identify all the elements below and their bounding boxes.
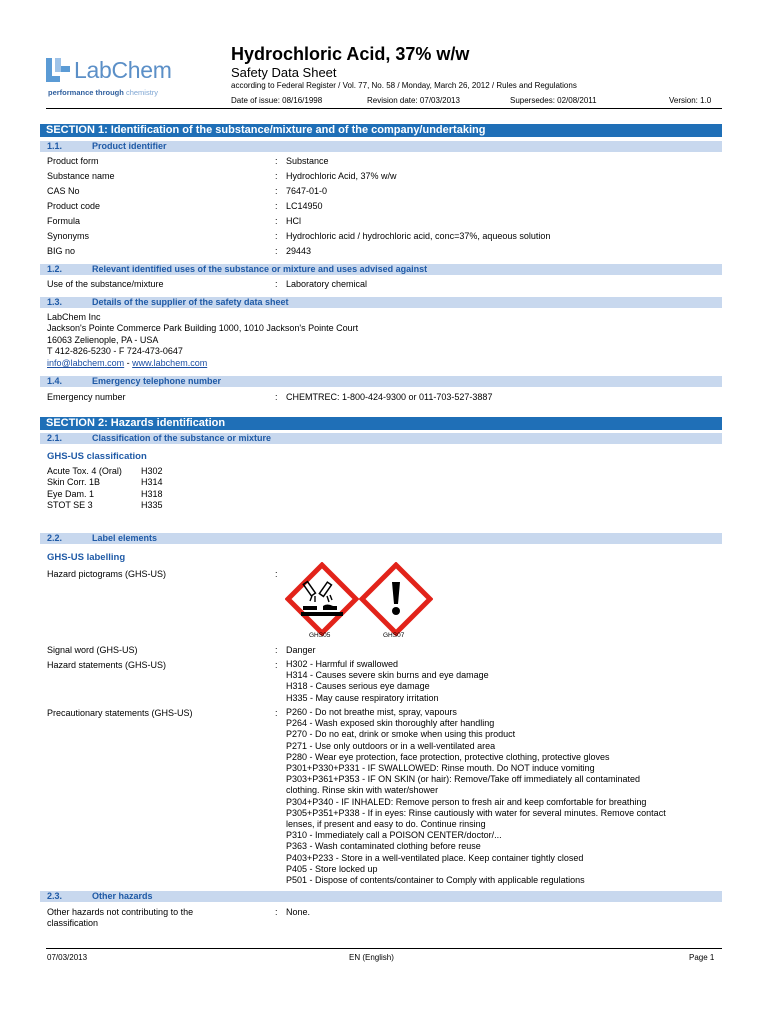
precautionary-statement: lenses, if present and easy to do. Continue rinsing <box>286 819 486 830</box>
row-label: Product code <box>47 201 101 211</box>
document-subtitle: Safety Data Sheet <box>231 65 337 80</box>
signal-word-value: Danger <box>286 645 316 655</box>
row-label: Product form <box>47 156 99 166</box>
row-label: BIG no <box>47 246 76 256</box>
footer-divider <box>46 948 722 949</box>
precautionary-statement: P403+P233 - Store in a well-ventilated place. Keep container tightly closed <box>286 852 584 863</box>
supersedes-date: Supersedes: 02/08/2011 <box>510 96 597 105</box>
hazard-statements-label: Hazard statements (GHS-US) <box>47 660 167 670</box>
section-2-header: SECTION 2: Hazards identification <box>40 417 722 430</box>
classification-code: H314 <box>141 477 163 487</box>
precautionary-statement: P501 - Dispose of contents/container to Comply with applicable regulations <box>286 875 585 886</box>
row-label: Substance name <box>47 171 115 181</box>
precautionary-statements-label: Precautionary statements (GHS-US) <box>47 708 193 718</box>
hazard-statement: H318 - Causes serious eye damage <box>286 681 430 692</box>
row-label: Synonyms <box>47 231 90 241</box>
document-title: Hydrochloric Acid, 37% w/w <box>231 44 470 64</box>
precautionary-statement: P260 - Do not breathe mist, spray, vapours <box>286 707 457 717</box>
row-value: Hydrochloric Acid, 37% w/w <box>286 171 397 181</box>
supplier-name: LabChem Inc <box>47 312 101 322</box>
precautionary-statement: P301+P330+P331 - IF SWALLOWED: Rinse mouth. Do NOT induce vomiting <box>286 763 595 774</box>
supplier-phone: T 412-826-5230 - F 724-473-0647 <box>47 346 183 356</box>
subsection-1-3-header: 1.3. Details of the supplier of the safety data sheet <box>40 297 722 308</box>
subsection-2-2-header: 2.2. Label elements <box>40 533 722 544</box>
pictogram-code: GHS05 <box>309 632 331 639</box>
classification-code: H302 <box>141 466 163 476</box>
revision-date: Revision date: 07/03/2013 <box>367 96 460 105</box>
section-1-header: SECTION 1: Identification of the substance/mixture and of the company/undertaking <box>40 124 722 137</box>
regulation-reference: according to Federal Register / Vol. 77, No. 58 / Monday, March 26, 2012 / Rules and Regulations <box>231 81 577 90</box>
ghs-classification-heading: GHS-US classification <box>47 451 147 462</box>
pictogram-code: GHS07 <box>383 632 405 639</box>
subsection-1-2-header: 1.2. Relevant identified uses of the substance or mixture and uses advised against <box>40 264 722 275</box>
other-hazards-value: None. <box>286 907 311 917</box>
subsection-2-1-header: 2.1. Classification of the substance or mixture <box>40 433 722 444</box>
hazard-statement: H302 - Harmful if swallowed <box>286 659 399 669</box>
precautionary-statement: P280 - Wear eye protection, face protection, protective clothing, protective gloves <box>286 751 610 762</box>
classification-code: H335 <box>141 500 163 510</box>
hazard-statement: H314 - Causes severe skin burns and eye damage <box>286 670 489 681</box>
labchem-logo-icon <box>46 58 70 82</box>
precautionary-statements-list <box>286 707 666 886</box>
classification-category: Eye Dam. 1 <box>47 489 95 499</box>
version-number: Version: 1.0 <box>669 96 712 105</box>
precautionary-statement: P405 - Store locked up <box>286 863 378 874</box>
subsection-1-1-header: 1.1. Product identifier <box>40 141 722 152</box>
precautionary-statement: P305+P351+P338 - If in eyes: Rinse cautiously with water for several minutes. Remove contact <box>286 807 666 818</box>
precautionary-statement: P270 - Do no eat, drink or smoke when using this product <box>286 729 516 740</box>
pictograms-label: Hazard pictograms (GHS-US) <box>47 569 167 579</box>
row-label: Formula <box>47 216 81 226</box>
row-value: Hydrochloric acid / hydrochloric acid, conc=37%, aqueous solution <box>286 231 551 241</box>
corrosion-pictogram-icon <box>285 562 359 636</box>
precautionary-statement: P310 - Immediately call a POISON CENTER/doctor/... <box>286 830 502 841</box>
hazard-statements-list <box>286 659 489 704</box>
date-of-issue: Date of issue: 08/16/1998 <box>231 96 323 105</box>
classification-category: Acute Tox. 4 (Oral) <box>47 466 122 476</box>
subsection-1-4-header: 1.4. Emergency telephone number <box>40 376 722 387</box>
footer-page-number: Page 1 <box>689 953 715 962</box>
precautionary-statement: clothing. Rinse skin with water/shower <box>286 785 439 796</box>
company-logo <box>46 58 206 98</box>
supplier-contact-links: info@labchem.com - www.labchem.com <box>47 358 208 368</box>
row-value: HCl <box>286 216 301 226</box>
emergency-value: CHEMTREC: 1-800-424-9300 or 011-703-527-3887 <box>286 392 493 402</box>
footer-language: EN (English) <box>349 953 394 962</box>
emergency-label: Emergency number <box>47 392 126 402</box>
hazard-statement: H335 - May cause respiratory irritation <box>286 692 439 703</box>
signal-word-label: Signal word (GHS-US) <box>47 645 138 655</box>
classification-category: Skin Corr. 1B <box>47 477 101 487</box>
other-hazards-label: Other hazards not contributing to the classification <box>47 907 194 928</box>
supplier-address-line-1: Jackson's Pointe Commerce Park Building 1000, 1010 Jackson's Pointe Court <box>47 323 359 333</box>
header-divider <box>46 108 722 109</box>
row-value: 7647-01-0 <box>286 186 328 196</box>
row-label: CAS No <box>47 186 80 196</box>
precautionary-statement: P264 - Wash exposed skin thoroughly after handling <box>286 718 495 729</box>
precautionary-statement: P304+P340 - IF INHALED: Remove person to fresh air and keep comfortable for breathing <box>286 796 647 807</box>
logo-wordmark: LabChem <box>74 57 172 83</box>
email-link[interactable]: info@labchem.com <box>47 358 125 368</box>
use-label: Use of the substance/mixture <box>47 279 164 289</box>
row-value: Substance <box>286 156 329 166</box>
classification-code: H318 <box>141 489 163 499</box>
ghs-labelling-heading: GHS-US labelling <box>47 552 126 563</box>
logo-tagline: performance through chemistry <box>48 88 159 97</box>
row-value: LC14950 <box>286 201 323 211</box>
precautionary-statement: P363 - Wash contaminated clothing before reuse <box>286 841 481 852</box>
row-value: 29443 <box>286 246 312 256</box>
precautionary-statement: P303+P361+P353 - IF ON SKIN (or hair): Remove/Take off immediately all contaminated <box>286 774 641 785</box>
supplier-address-line-2: 16063 Zelienople, PA - USA <box>47 335 159 345</box>
footer-date: 07/03/2013 <box>47 953 88 962</box>
website-link[interactable]: www.labchem.com <box>132 358 208 368</box>
exclamation-pictogram-icon <box>359 562 433 636</box>
precautionary-statement: P271 - Use only outdoors or in a well-ventilated area <box>286 740 496 751</box>
use-value: Laboratory chemical <box>286 279 368 289</box>
subsection-2-3-header: 2.3. Other hazards <box>40 891 722 902</box>
classification-category: STOT SE 3 <box>47 500 93 510</box>
